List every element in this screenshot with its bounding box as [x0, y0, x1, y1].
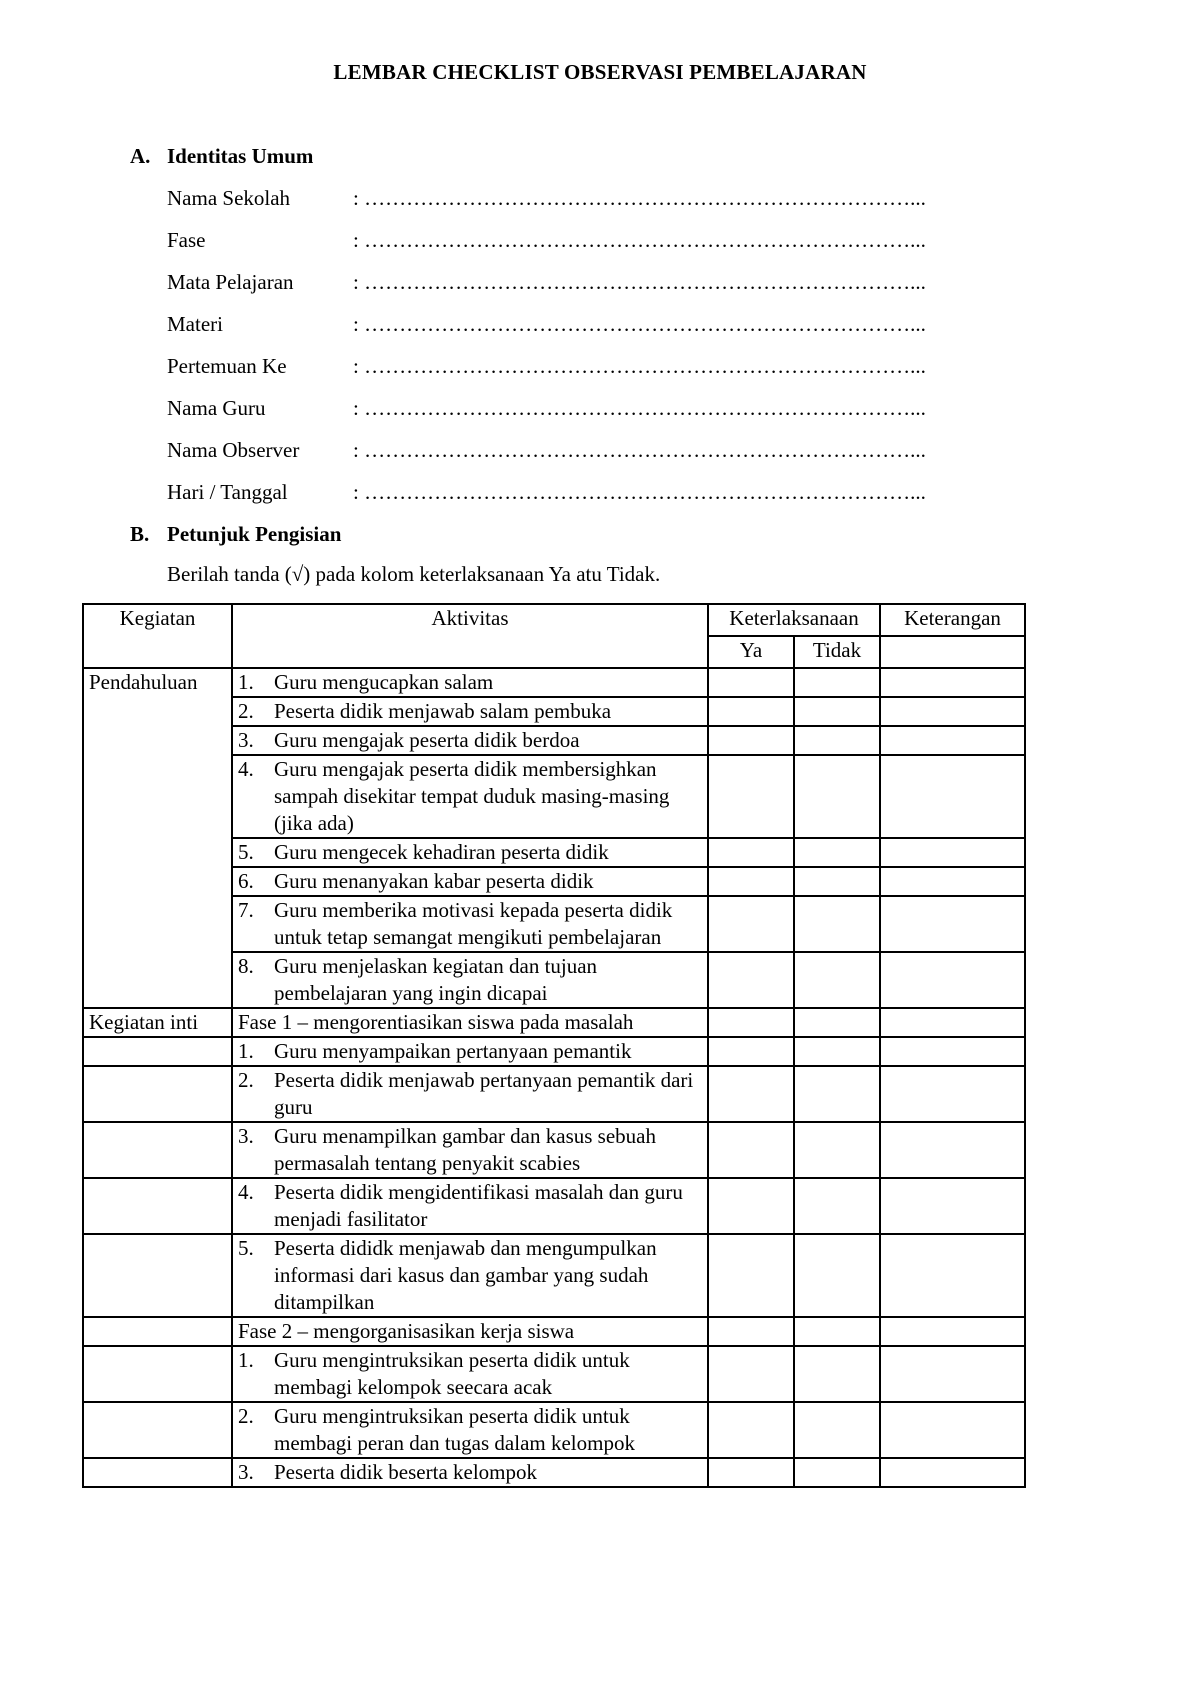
activity-number: 2. [238, 1404, 254, 1428]
tidak-cell[interactable] [794, 1346, 880, 1402]
tidak-cell[interactable] [794, 1317, 880, 1346]
activity-cell [232, 1458, 708, 1487]
tidak-cell[interactable] [794, 952, 880, 1008]
ya-cell[interactable] [708, 1066, 794, 1122]
field-nama-guru[interactable] [167, 396, 926, 424]
section-b-heading [130, 522, 341, 547]
activity-number: 6. [238, 869, 254, 893]
table-row [83, 668, 1025, 697]
ya-cell[interactable] [708, 1317, 794, 1346]
keterangan-cell[interactable] [880, 867, 1025, 896]
checklist-table [82, 603, 1026, 1488]
activity-text: Guru mengintruksikan peserta didik untuk membagi peran dan tugas dalam kelompok [274, 1404, 635, 1455]
activity-number: 3. [238, 728, 254, 752]
tidak-cell[interactable] [794, 1037, 880, 1066]
ya-cell[interactable] [708, 1402, 794, 1458]
kegiatan-cell-empty [83, 1458, 232, 1487]
activity-cell [232, 1346, 708, 1402]
keterangan-cell[interactable] [880, 668, 1025, 697]
activity-cell [232, 1178, 708, 1234]
activity-number: 1. [238, 670, 254, 694]
field-blank[interactable]: : ……………………………………………………………………... [353, 354, 926, 378]
kegiatan-pendahuluan: Pendahuluan [83, 668, 232, 1008]
activity-number: 2. [238, 1068, 254, 1092]
table-row [83, 1066, 1025, 1122]
keterangan-cell[interactable] [880, 1122, 1025, 1178]
kegiatan-cell-empty [83, 1317, 232, 1346]
tidak-cell[interactable] [794, 896, 880, 952]
keterangan-cell[interactable] [880, 1066, 1025, 1122]
keterangan-cell[interactable] [880, 1178, 1025, 1234]
activity-cell [232, 755, 708, 838]
ya-cell[interactable] [708, 1037, 794, 1066]
kegiatan-cell-empty [83, 1402, 232, 1458]
table-row [83, 1234, 1025, 1317]
kegiatan-cell-empty [83, 1346, 232, 1402]
table-row [83, 1008, 1025, 1037]
table-row [83, 1346, 1025, 1402]
keterangan-cell[interactable] [880, 1346, 1025, 1402]
field-materi[interactable] [167, 312, 926, 340]
activity-cell [232, 867, 708, 896]
field-label: Mata Pelajaran [167, 270, 294, 294]
activity-cell [232, 1234, 708, 1317]
activity-number: 1. [238, 1039, 254, 1063]
ya-cell[interactable] [708, 726, 794, 755]
section-a-number: A. [130, 144, 151, 168]
keterangan-cell[interactable] [880, 1458, 1025, 1487]
activity-cell [232, 952, 708, 1008]
activity-text: Peserta didik mengidentifikasi masalah dan guru menjadi fasilitator [274, 1180, 683, 1231]
tidak-cell[interactable] [794, 726, 880, 755]
header-tidak: Tidak [794, 636, 880, 668]
activity-text: Guru mengajak peserta didik berdoa [274, 728, 580, 752]
field-label: Nama Sekolah [167, 186, 291, 210]
tidak-cell[interactable] [794, 1402, 880, 1458]
activity-cell [232, 668, 708, 697]
field-label: Nama Observer [167, 438, 300, 462]
ya-cell[interactable] [708, 867, 794, 896]
kegiatan-cell-empty [83, 1122, 232, 1178]
field-blank[interactable]: : ……………………………………………………………………... [353, 270, 926, 294]
activity-text: Peserta didik beserta kelompok [274, 1460, 538, 1484]
field-pertemuan-ke[interactable] [167, 354, 926, 382]
keterangan-cell[interactable] [880, 952, 1025, 1008]
field-label: Pertemuan Ke [167, 354, 287, 378]
keterangan-cell[interactable] [880, 896, 1025, 952]
table-row [83, 1317, 1025, 1346]
field-blank[interactable]: : ……………………………………………………………………... [353, 186, 926, 210]
activity-text: Peserta dididk menjawab dan mengumpulkan informasi dari kasus dan gambar yang sudah ditampilkan [274, 1236, 657, 1314]
kegiatan-cell-empty [83, 1178, 232, 1234]
activity-number: 3. [238, 1460, 254, 1484]
keterangan-cell[interactable] [880, 1037, 1025, 1066]
ya-cell[interactable] [708, 697, 794, 726]
ya-cell[interactable] [708, 1122, 794, 1178]
activity-text: Guru memberika motivasi kepada peserta didik untuk tetap semangat mengikuti pembelajaran [274, 898, 673, 949]
activity-text: Guru menampilkan gambar dan kasus sebuah permasalah tentang penyakit scabies [274, 1124, 656, 1175]
kegiatan-cell-empty [83, 1037, 232, 1066]
kegiatan-cell-empty [83, 1066, 232, 1122]
ya-cell[interactable] [708, 755, 794, 838]
instruction-text: Berilah tanda (√) pada kolom keterlaksanaan Ya atu Tidak. [167, 562, 661, 586]
activity-cell [232, 697, 708, 726]
section-a-heading [130, 144, 313, 169]
header-aktivitas: Aktivitas [232, 604, 708, 668]
field-blank[interactable]: : ……………………………………………………………………... [353, 312, 926, 336]
activity-text: Guru mengintruksikan peserta didik untuk membagi kelompok seecara acak [274, 1348, 630, 1399]
page-title: LEMBAR CHECKLIST OBSERVASI PEMBELAJARAN [333, 60, 867, 84]
ya-cell[interactable] [708, 838, 794, 867]
keterangan-cell[interactable] [880, 726, 1025, 755]
tidak-cell[interactable] [794, 867, 880, 896]
field-label: Materi [167, 312, 223, 336]
field-nama-sekolah[interactable] [167, 186, 926, 214]
ya-cell[interactable] [708, 952, 794, 1008]
fase-1-heading: Fase 1 – mengorentiasikan siswa pada masalah [232, 1008, 708, 1037]
activity-cell [232, 838, 708, 867]
field-blank[interactable]: : ……………………………………………………………………... [353, 480, 926, 504]
field-label: Fase [167, 228, 206, 252]
tidak-cell[interactable] [794, 1458, 880, 1487]
activity-text: Guru menyampaikan pertanyaan pemantik [274, 1039, 632, 1063]
table-row [83, 1178, 1025, 1234]
ya-cell[interactable] [708, 1234, 794, 1317]
activity-cell [232, 1066, 708, 1122]
keterangan-cell[interactable] [880, 1317, 1025, 1346]
table-row [83, 1458, 1025, 1487]
keterangan-cell[interactable] [880, 1402, 1025, 1458]
tidak-cell[interactable] [794, 697, 880, 726]
tidak-cell[interactable] [794, 755, 880, 838]
section-b-title: Petunjuk Pengisian [167, 522, 342, 546]
activity-cell [232, 896, 708, 952]
activity-cell [232, 1402, 708, 1458]
ya-cell[interactable] [708, 1178, 794, 1234]
field-label: Nama Guru [167, 396, 266, 420]
keterangan-cell[interactable] [880, 755, 1025, 838]
table-row [83, 1122, 1025, 1178]
keterangan-cell[interactable] [880, 838, 1025, 867]
activity-number: 8. [238, 954, 254, 978]
ya-cell[interactable] [708, 668, 794, 697]
fase-2-heading: Fase 2 – mengorganisasikan kerja siswa [232, 1317, 708, 1346]
activity-text: Guru menanyakan kabar peserta didik [274, 869, 594, 893]
tidak-cell[interactable] [794, 1066, 880, 1122]
header-ya: Ya [708, 636, 794, 668]
activity-number: 7. [238, 898, 254, 922]
activity-text: Peserta didik menjawab pertanyaan pemantik dari guru [274, 1068, 694, 1119]
tidak-cell[interactable] [794, 668, 880, 697]
activity-cell [232, 726, 708, 755]
field-blank[interactable]: : ……………………………………………………………………... [353, 228, 926, 252]
ya-cell[interactable] [708, 1008, 794, 1037]
tidak-cell[interactable] [794, 838, 880, 867]
field-mata-pelajaran[interactable] [167, 270, 926, 298]
activity-cell [232, 1037, 708, 1066]
ya-cell[interactable] [708, 1346, 794, 1402]
tidak-cell[interactable] [794, 1234, 880, 1317]
ya-cell[interactable] [708, 1458, 794, 1487]
keterangan-cell[interactable] [880, 697, 1025, 726]
header-keterangan-blank [880, 636, 1025, 668]
table-row [83, 1402, 1025, 1458]
activity-text: Guru mengucapkan salam [274, 670, 494, 694]
activity-number: 1. [238, 1348, 254, 1372]
activity-text: Peserta didik menjawab salam pembuka [274, 699, 612, 723]
ya-cell[interactable] [708, 896, 794, 952]
tidak-cell[interactable] [794, 1178, 880, 1234]
activity-number: 3. [238, 1124, 254, 1148]
field-fase[interactable] [167, 228, 926, 256]
field-label: Hari / Tanggal [167, 480, 288, 504]
header-kegiatan: Kegiatan [83, 604, 232, 668]
field-blank[interactable]: : ……………………………………………………………………... [353, 438, 926, 462]
activity-number: 4. [238, 757, 254, 781]
activity-text: Guru menjelaskan kegiatan dan tujuan pembelajaran yang ingin dicapai [274, 954, 598, 1005]
keterangan-cell[interactable] [880, 1008, 1025, 1037]
kegiatan-inti: Kegiatan inti [83, 1008, 232, 1037]
header-keterlaksanaan: Keterlaksanaan [708, 604, 880, 636]
field-nama-observer[interactable] [167, 438, 926, 466]
tidak-cell[interactable] [794, 1122, 880, 1178]
keterangan-cell[interactable] [880, 1234, 1025, 1317]
table-row [83, 1037, 1025, 1066]
kegiatan-cell-empty [83, 1234, 232, 1317]
section-b-number: B. [130, 522, 150, 546]
field-hari-tanggal[interactable] [167, 480, 926, 508]
section-a-title: Identitas Umum [167, 144, 314, 168]
activity-number: 2. [238, 699, 254, 723]
activity-text: Guru mengajak peserta didik membersighkan sampah disekitar tempat duduk masing-masing (jika ada) [274, 757, 670, 835]
activity-text: Guru mengecek kehadiran peserta didik [274, 840, 609, 864]
activity-number: 5. [238, 1236, 254, 1260]
activity-cell [232, 1122, 708, 1178]
activity-number: 4. [238, 1180, 254, 1204]
field-blank[interactable]: : ……………………………………………………………………... [353, 396, 926, 420]
tidak-cell[interactable] [794, 1008, 880, 1037]
header-keterangan: Keterangan [880, 604, 1025, 636]
activity-number: 5. [238, 840, 254, 864]
